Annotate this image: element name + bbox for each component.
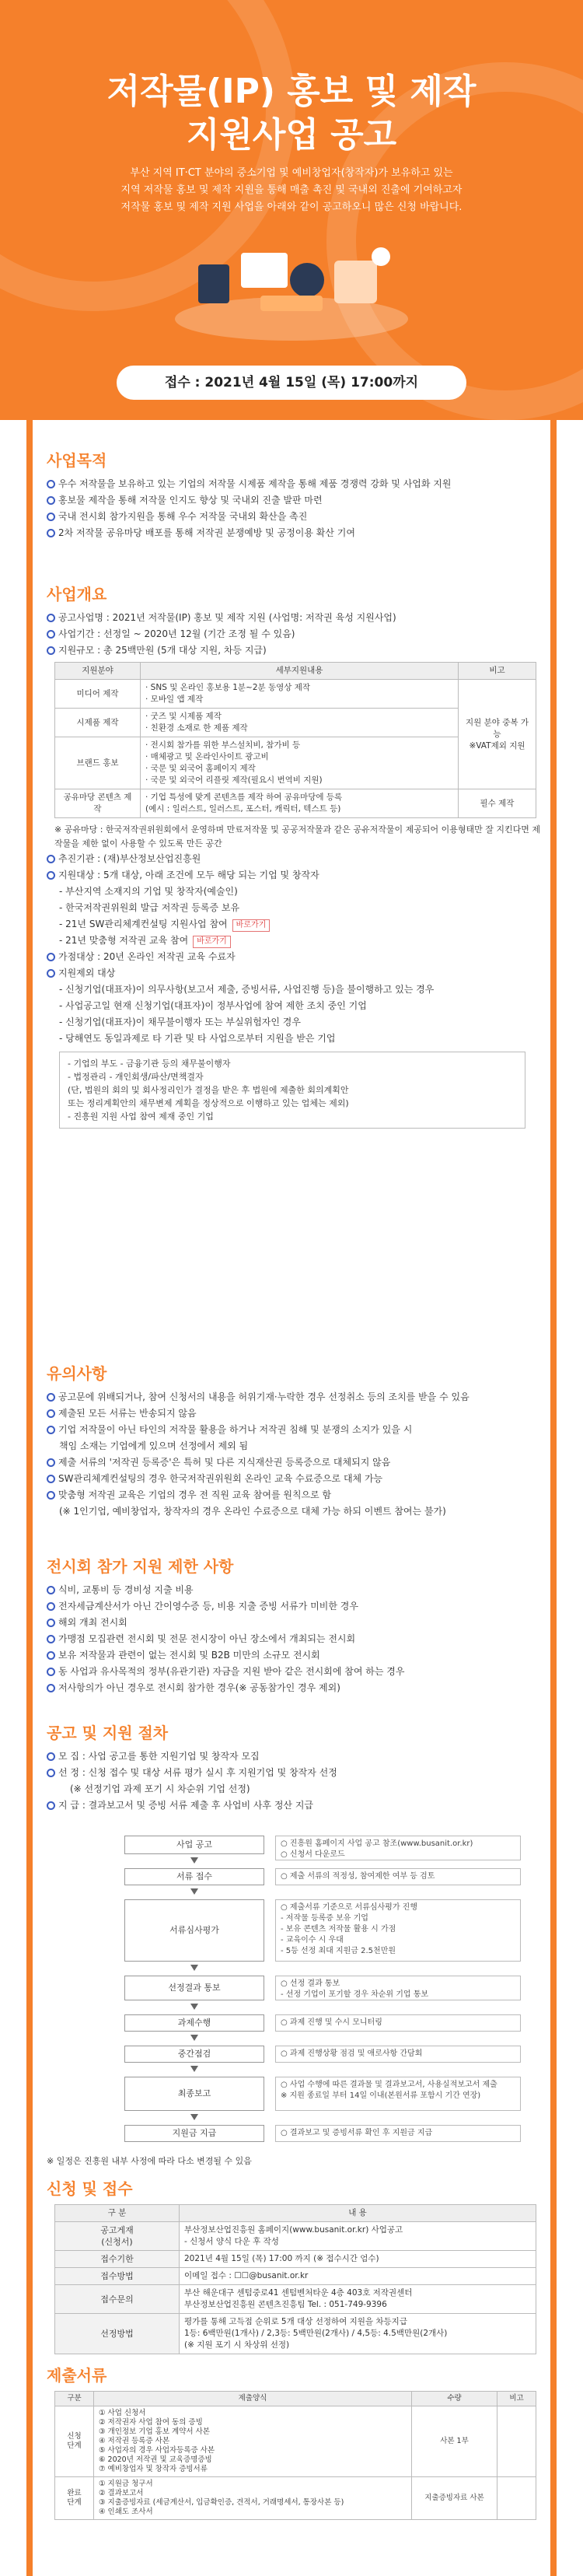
bullet-circle-icon (47, 529, 55, 537)
section-heading: 신청 및 접수 (47, 2179, 133, 2198)
bullet-circle-icon (47, 1619, 55, 1627)
deadline-badge: 접수 : 2021년 4월 15일 (목) 17:00까지 (117, 366, 466, 400)
exclusion-box: - 기업의 부도 - 금융기관 등의 채무불이행자 - 법정관리 - 개인회생/파산/면책결자 (단, 법원의 회의 및 회사정리인가 결정을 받은 후 법원에 제출한 회의계획안 또는 정리계획안의 채무변제 계획을 정상적으로 이행하고 있는 업체는 제외) - 진흥원 지원 사업 참여 제재 중인 기업 (59, 1052, 525, 1129)
docs-section (47, 2364, 544, 2520)
process-desc: ○ 과제 진행 및 수시 모니터링 (275, 2014, 521, 2032)
table-row: 시제품 제작 · 굿즈 및 시제품 제작 · 친환경 소재로 한 제품 제작 (55, 709, 536, 737)
process-desc: ○ 사업 수행에 따른 결과물 및 결과보고서, 사용실적보고서 제출 ※ 지원 종료일 부터 14일 이내(본원서류 포함시 기간 연장) (275, 2077, 521, 2111)
list-item: 2차 저작물 공유마당 배포를 통해 저작권 분쟁예방 및 공정이용 확산 기여 (47, 525, 544, 541)
bullet-circle-icon (47, 1668, 55, 1676)
bullet-circle-icon (47, 496, 55, 505)
bullet-circle-icon (47, 646, 55, 655)
list-item: 지원제외 대상 (47, 965, 544, 982)
process-desc: ○ 선정 결과 통보 - 선정 기업이 포기할 경우 차순위 기업 통보 (275, 1976, 521, 2000)
apply-section (47, 2178, 544, 2354)
bullet-circle-icon (47, 1752, 55, 1761)
bullet-circle-icon (47, 1801, 55, 1810)
bullet-circle-icon (47, 1769, 55, 1777)
purpose-section (47, 450, 544, 541)
bullet-circle-icon (47, 1426, 55, 1434)
hero-title-line1: 저작물(IP) 홍보 및 제작 (106, 72, 477, 111)
limits-section: 전시회 참가 지원 제한 사항 식비, 교통비 등 경비성 지출 비용 전자세금계산서가 아닌 간이영수증 등, 비용 지출 증빙 서류가 미비한 경우 해외 개최 전시회 가맹점 모집관련 전시회 및 전문 전시장이 아닌 장소에서 개최되는 전시회 보유 저작물과 관련이 없는 전시회 및 B2B 미만의 소규모 전시회 동 사업과 유사목적의 정부(유관기관) 자금을 지원 받아 같은 전시회에 참여 하는 경우 저사항의가 아닌 경우로 전시회 참가한 경우(※ 공동참가인 경우 제외) (47, 1556, 544, 1696)
list-item: 지원대상 : 5개 대상, 아래 조건에 모두 해당 되는 기업 및 창작자 (47, 867, 544, 884)
table-row: 접수방법 이메일 접수 : ☐☐@busanit.or.kr (55, 2268, 536, 2285)
bullet-circle-icon (47, 1586, 55, 1594)
process-step: 과제수행 (124, 2014, 264, 2032)
list-item: 가점대상 : 20년 온라인 저작권 교육 수료자 (47, 949, 544, 965)
bullet-circle-icon (47, 1475, 55, 1483)
table-row: 선정방법 평가를 통해 고득점 순위로 5개 대상 선정하여 지원을 차등지급 1등: 6백만원(1개사) / 2,3등: 5백만원(2개사) / 4,5등: 4.5백만원(2개사) (※ 지원 포기 시 차상위 선정) (55, 2314, 536, 2354)
process-step: 사업 공고 (124, 1836, 264, 1854)
bullet-circle-icon (47, 1684, 55, 1692)
bullet-circle-icon (47, 1409, 55, 1418)
process-desc: ○ 제출서류 기준으로 서류심사평가 진행 - 저작물 등록증 보유 기업 - 보유 콘텐츠 저작물 활용 시 가점 - 교육이수 시 우대 - 5등 선정 최대 지원금 2.5천만원 (275, 1899, 521, 1962)
arrow-down-icon (190, 1857, 198, 1865)
process-step: 최종보고 (124, 2077, 264, 2111)
table-row: 신청 단계 ① 사업 신청서 ② 저작권자 사업 참여 동의 증빙 ③ 개인정보 기업 홍보 계약서 사본 ④ 저작권 등록증 사본 ⑤ 사업자의 경우 사업자등록증 사본 ⑥ 2020년 저작권 및 교육증명증빙 ⑦ 예비창업자 및 창작자 증빙서류 사본 1부 (55, 2406, 536, 2477)
bullet-circle-icon (47, 953, 55, 961)
caution-section: 유의사항 공고문에 위배되거나, 참여 신청서의 내용을 허위기재·누락한 경우 선정취소 등의 조치를 받을 수 있음 제출된 모든 서류는 반송되지 않음 기업 저작물이 아닌 타인의 저작물 활용을 하거나 저작권 침해 및 분쟁의 소지가 있을 시 책임 소재는 기업에게 있으며 선정에서 제외 됨 제출 서류의 '저작권 등록증'은 특허 및 다른 지식재산권 등록증으로 대체되지 않음 SW관리체계컨설팅의 경우 한국저작권위원회 온라인 교육 수료증으로 대체 가능 맞춤형 저작권 교육은 기업의 경우 전 직원 교육 참여를 원칙으로 함 (※ 1인기업, 예비창업자, 창작자의 경우 온라인 수료증으로 대체 가능 하되 이벤트 참여는 불가) (47, 1363, 544, 1520)
process-section: 공고 및 지원 절차 모 집 : 사업 공고를 통한 지원기업 및 창작자 모집 선 정 : 신청 접수 및 대상 서류 평가 실시 후 지원기업 및 창작자 선정 (※ 선정기업 과제 포기 시 차순위 기업 선정) 지 급 : 결과보고서 및 증빙 서류 제출 후 사업비 사후 정산 지급 (47, 1722, 544, 1814)
section-heading: 유의사항 (47, 1364, 107, 1383)
process-desc: ○ 결과보고 및 증빙서류 확인 후 지원금 지급 (275, 2125, 521, 2142)
bullet-circle-icon (47, 630, 55, 639)
hero-title-line2: 지원사업 공고 (186, 115, 397, 155)
bullet-circle-icon (47, 969, 55, 978)
table-row: 미디어 제작 · SNS 및 온라인 홍보용 1분~2분 동영상 제작 · 모바일 앱 제작 지원 분야 중복 가능 ※VAT제외 지원 (55, 680, 536, 709)
list-item: 사업기간 : 선정일 ~ 2020년 12월 (기간 조정 될 수 있음) (47, 626, 544, 642)
section-heading: 전시회 참가 지원 제한 사항 (47, 1557, 234, 1576)
bullet-circle-icon (47, 855, 55, 863)
process-note: ※ 일정은 진흥원 내부 사정에 따라 다소 변경될 수 있음 (47, 2156, 252, 2166)
table-header: 비고 (459, 663, 536, 680)
overview-section: 사업개요 공고사업명 : 2021년 저작물(IP) 홍보 및 제작 지원 (사업명: 저작권 육성 지원사업) 사업기간 : 선정일 ~ 2020년 12월 (기간 조정 될 수 있음) 지원규모 : 총 25백만원 (5개 대상 지원, 차등 지급) 지원분야 세부지원내용 비고 미디어 제작 · SNS 및 온라인 홍보용 1분~2분 동영상 제작 · 모바일 앱 제작 지원 분야 중복 가능 ※VAT제외 지원 시제품 제작 · 굿즈 및 시제품 제작 · 친환경 소재로 한 제품 제작 브랜드 홍보 · 전시회 참가를 위한 부스설치비, 참가비 등 · 매체광고 및 온라인사이트 광고비 · 국문 및 외국어 홈페이지 제작 · 국문 및 외국어 리플릿 제작(필요시 번역비 지원) 공유마당 콘텐츠 제작 · 기업 특성에 맞게 콘텐츠를 제작 하여 공유마당에 등록 (예시 : 일러스트, 일러스트, 포스터, 캐릭터, 텍스트 등) 필수 제작 ※ 공유마당 : 한국저작권위원회에서 운영하며 만료저작물 및 공공저작물과 같은 공유저작물이 제공되어 이용형태만 잘 지킨다면 제작물을 제한 없이 사용할 수 있도록 만든 공간 추진기관 : (재)부산정보산업진흥원 지원대상 : 5개 대상, 아래 조건에 모두 해당 되는 기업 및 창작자 - 부산지역 소재지의 기업 및 창작자(예술인) - 한국저작권위원회 발급 저작권 등록증 보유 - 21년 SW관리체계컨설팅 지원사업 참여 바로가기 - 21년 맞춤형 저작권 교육 참여 바로가기 가점대상 : 20년 온라인 저작권 교육 수료자 지원제외 대상 - 신청기업(대표자)이 의무사항(보고서 제출, 증빙서류, 사업진행 등)을 불이행하고 있는 경우 - 사업공고일 현재 신청기업(대표자)이 정부사업에 참여 제한 조치 중인 기업 - 신청기업(대표자)이 채무불이행자 또는 부실위험자인 경우 - 당해연도 동일과제로 타 기관 및 타 사업으로부터 지원을 받은 기업 - 기업의 부도 - 금융기관 등의 채무불이행자 - 법정관리 - 개인회생/파산/면책결자 (단, 법원의 회의 및 회사정리인가 결정을 받은 후 법원에 제출한 회의계획안 또는 정리계획안의 채무변제 계획을 정상적으로 이행하고 있는 업체는 제외) - 진흥원 지원 사업 참여 제재 중인 기업 (47, 583, 544, 1133)
bullet-circle-icon (47, 1491, 55, 1500)
bullet-circle-icon (47, 513, 55, 521)
list-item: 공고사업명 : 2021년 저작물(IP) 홍보 및 제작 지원 (사업명: 저작권 육성 지원사업) (47, 610, 544, 626)
hero-subtitle: 부산 지역 IT·CT 분야의 중소기업 및 예비창업자(창작자)가 보유하고 있는 지역 저작물 홍보 및 제작 지원을 통해 매출 촉진 및 국내외 진출에 기여하고자 저작물 홍보 및 제작 지원 사업을 아래와 같이 공고하오니 많은 신청 바랍니다. (120, 167, 463, 213)
process-step: 선정결과 통보 (124, 1976, 264, 2000)
process-desc: ○ 과제 진행상황 점검 및 애로사항 간담회 (275, 2046, 521, 2063)
section-heading: 사업목적 (47, 451, 107, 470)
process-step: 중간점검 (124, 2046, 264, 2063)
table-row: 접수문의 부산 해운대구 센텀중로41 센텀벤처타운 4층 403호 저작권센터 부산정보산업진흥원 콘텐츠진흥팀 Tel. : 051-749-9396 (55, 2285, 536, 2314)
arrow-down-icon (190, 2004, 198, 2011)
process-step: 지원금 지급 (124, 2125, 264, 2142)
process-desc: ○ 제출 서류의 적정성, 참여제한 여부 등 검토 (275, 1868, 521, 1885)
table-row: 완료 단계 ① 지원금 청구서 ② 결과보고서 ③ 지출증빙자료 (세금계산서, 입금확인증, 견적서, 거래명세서, 통장사본 등) ④ 인쇄도 조사서 지출증빙자료 사본 (55, 2477, 536, 2520)
section-heading: 공고 및 지원 절차 (47, 1724, 169, 1742)
bullet-circle-icon (47, 1602, 55, 1611)
arrow-down-icon (190, 2066, 198, 2074)
footnote: ※ 공유마당 : 한국저작권위원회에서 운영하며 만료저작물 및 공공저작물과 같은 공유저작물이 제공되어 이용형태만 잘 지킨다면 제작물을 제한 없이 사용할 수 있도록 만든 공간 (54, 824, 541, 849)
list-item: 국내 전시회 참가지원을 통해 우수 저작물 국내외 확산을 촉진 (47, 509, 544, 525)
table-row: 접수기한 2021년 4월 15일 (목) 17:00 까지 (※ 접수시간 엄수) (55, 2251, 536, 2268)
arrow-down-icon (190, 2035, 198, 2042)
docs-table: 구분 제출양식 수량 비고 신청 단계 ① 사업 신청서 ② 저작권자 사업 참여 동의 증빙 ③ 개인정보 기업 홍보 계약서 사본 ④ 저작권 등록증 사본 ⑤ 사업자의 경우 사업자등록증 사본 ⑥ 2020년 저작권 및 교육증명증빙 ⑦ 예비창업자 및 창작자 증빙서류 사본 1부 완료 단계 ① 지원금 청구서 ② 결과보고서 ③ 지출증빙자료 (세금계산서, 입금확인증, 견적서, 거래명세서, 통장사본 등) ④ 인쇄도 조사서 지출증빙자료 사본 (54, 2391, 536, 2520)
bullet-circle-icon (47, 1651, 55, 1660)
list-item: 지원규모 : 총 25백만원 (5개 대상 지원, 차등 지급) (47, 642, 544, 659)
bullet-circle-icon (47, 1458, 55, 1467)
bullet-circle-icon (47, 480, 55, 488)
process-flow (124, 1836, 521, 2170)
section-heading: 제출서류 (47, 2366, 107, 2385)
bullet-circle-icon (47, 614, 55, 622)
arrow-down-icon (190, 1888, 198, 1896)
bullet-circle-icon (47, 1393, 55, 1402)
table-header: 지원분야 (55, 663, 141, 680)
view-link-button[interactable]: 바로가기 (193, 936, 231, 948)
arrow-down-icon (190, 1965, 198, 1972)
apply-table: 구 분 내 용 공고게재 (신청서) 부산정보산업진흥원 홈페이지(www.busanit.or.kr) 사업공고 - 신청서 양식 다운 후 작성 접수기한 2021년 4월 15일 (목) 17:00 까지 (※ 접수시간 엄수) 접수방법 이메일 접수 : ☐☐@busanit.or.kr 접수문의 부산 해운대구 센텀중로41 센텀벤처타운 4층 403호 저작권센터 부산정보산업진흥원 콘텐츠진흥팀 Tel. : 051-749-9396 선정방법 평가를 통해 고득점 순위로 5개 대상 선정하여 지원을 차등지급 1등: 6백만원(1개사) / 2,3등: 5백만원(2개사) / 4,5등: 4.5백만원(2개사) (※ 지원 포기 시 차상위 선정) (54, 2204, 536, 2354)
section-heading: 사업개요 (47, 585, 107, 604)
bullet-circle-icon (47, 871, 55, 880)
list-item: 홍보물 제작을 통해 저작물 인지도 향상 및 국내외 진출 발판 마련 (47, 492, 544, 509)
list-item: 우수 저작물을 보유하고 있는 기업의 저작물 시제품 제작을 통해 제품 경쟁력 강화 및 사업화 지원 (47, 476, 544, 492)
hero-banner (0, 0, 583, 420)
table-row: 공고게재 (신청서) 부산정보산업진흥원 홈페이지(www.busanit.or.kr) 사업공고 - 신청서 양식 다운 후 작성 (55, 2222, 536, 2251)
process-desc: ○ 진흥원 홈페이지 사업 공고 참조(www.busanit.or.kr) ○ 신청서 다운로드 (275, 1836, 521, 1860)
support-table (54, 662, 536, 818)
process-step: 서류 접수 (124, 1868, 264, 1885)
process-step: 서류심사평가 (124, 1899, 264, 1962)
bullet-circle-icon (47, 1635, 55, 1643)
table-row: 브랜드 홍보 · 전시회 참가를 위한 부스설치비, 참가비 등 · 매체광고 및 온라인사이트 광고비 · 국문 및 외국어 홈페이지 제작 · 국문 및 외국어 리플릿 제작(필요시 번역비 지원) (55, 737, 536, 789)
arrow-down-icon (190, 2114, 198, 2122)
table-row: 공유마당 콘텐츠 제작 · 기업 특성에 맞게 콘텐츠를 제작 하여 공유마당에 등록 (예시 : 일러스트, 일러스트, 포스터, 캐릭터, 텍스트 등) 필수 제작 (55, 789, 536, 818)
hero-illustration (167, 233, 416, 350)
view-link-button[interactable]: 바로가기 (232, 919, 271, 932)
table-header: 세부지원내용 (141, 663, 459, 680)
list-item: 추진기관 : (재)부산정보산업진흥원 (47, 851, 544, 867)
